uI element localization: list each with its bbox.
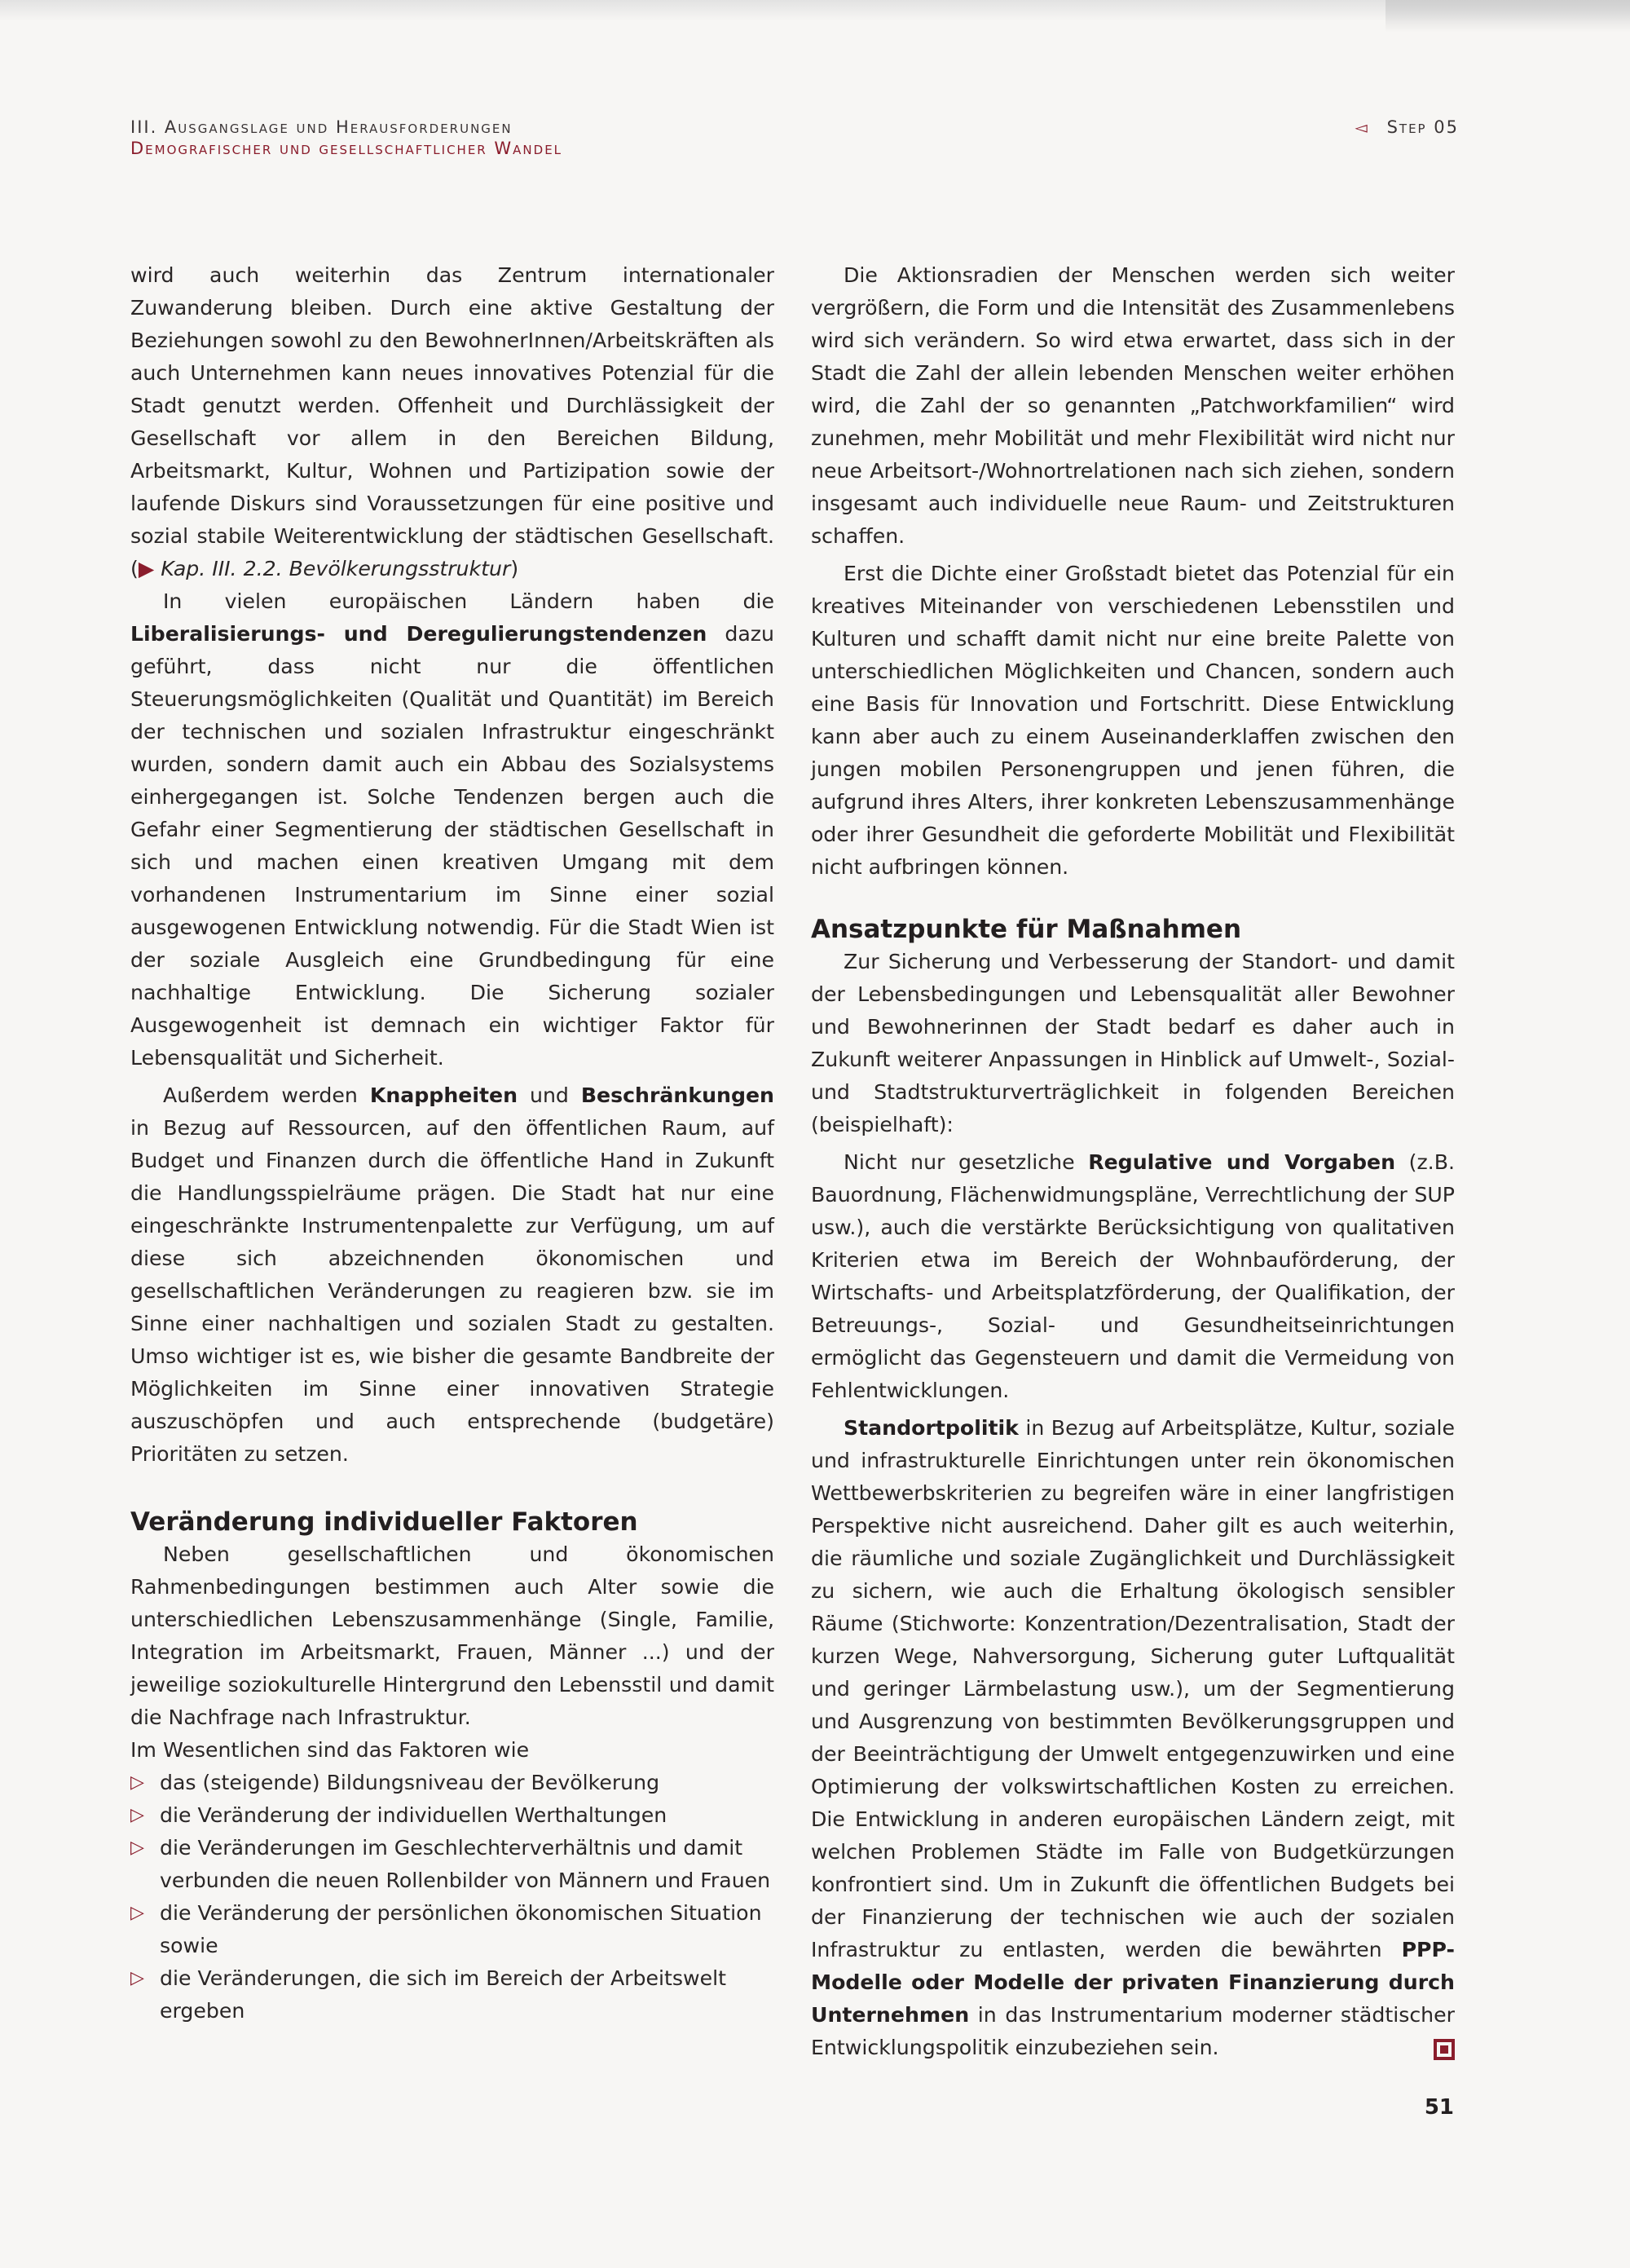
factors-list	[130, 1767, 774, 2028]
list-item: ▷ das (steigende) Bildungsniveau der Bevölkerung	[130, 1767, 774, 1799]
emphasis: Standortpolitik	[844, 1416, 1019, 1440]
step-marker-icon: ◅	[1355, 117, 1369, 137]
paragraph: Neben gesellschaftlichen und ökonomischen Rahmenbedingungen bestimmen auch Alter sowie die unterschiedlichen Lebenszusammenhänge (Single, Familie, Integration im Arbeitsmarkt, Frauen, Männer ...) und der jeweilige soziokulturelle Hintergrund den Lebensstil und damit die Nachfrage nach Infrastruktur.	[130, 1542, 774, 1729]
list-item: ▷ die Veränderung der persönlichen ökonomischen Situation sowie	[130, 1897, 774, 1962]
emphasis: Knappheiten	[369, 1083, 518, 1107]
paragraph: In vielen europäischen Ländern haben die Liberalisierungs- und Deregulierungstendenzen dazu geführt, dass nicht nur die öffentlichen Steuerungsmöglichkeiten (Qualität und Quantität) im Bereich der technischen und sozialen Infrastruktur eingeschränkt wurden, sondern damit auch ein Abbau des Sozialsystems einhergegangen ist. Solche Tendenzen bergen auch die Gefahr einer Segmentierung der städtischen Gesellschaft in sich und machen einen kreativen Umgang mit dem vorhandenen Instrumentarium im Sinne einer sozial ausgewogenen Entwicklung notwendig. Für die Stadt Wien ist der soziale Ausgleich eine Grundbedingung für eine nachhaltige Entwicklung. Die Sicherung sozialer Ausgewogenheit ist demnach ein wichtiger Faktor für Lebensqualität und Sicherheit.	[130, 589, 774, 1070]
bullet-arrow-icon: ▷	[130, 1903, 144, 1923]
chapter-title: III. Ausgangslage und Herausforderungen	[130, 117, 513, 137]
section-heading: Ansatzpunkte für Maßnahmen	[811, 915, 1242, 944]
end-of-article-icon	[1434, 2039, 1455, 2060]
subchapter-title: Demografischer und gesellschaftlicher Wandel	[130, 139, 563, 158]
running-header	[130, 117, 1459, 159]
cross-reference-arrow-icon: ▶	[138, 557, 155, 580]
paragraph: Zur Sicherung und Verbesserung der Standort- und damit der Lebensbedingungen und Lebensqualität aller Bewohner und Bewohnerinnen der Stadt bedarf es daher auch in Zukunft weiterer Anpassungen in Hinblick auf Umwelt-, Sozial- und Stadtstrukturverträglichkeit in folgenden Bereichen (beispielhaft):	[811, 950, 1455, 1136]
paragraph: wird auch weiterhin das Zentrum internationaler Zuwanderung bleiben. Durch eine aktive Gestaltung der Beziehungen sowohl zu den BewohnerInnen/Arbeitskräften als auch Unternehmen kann neues innovatives Potenzial für die Stadt genutzt werden. Offenheit und Durchlässigkeit der Gesellschaft vor allem in den Bereichen Bildung, Arbeitsmarkt, Kultur, Wohnen und Partizipation sowie der laufende Diskurs sind Voraussetzungen für eine positive und sozial stabile Weiterentwicklung der städtischen Gesellschaft. (▶ Kap. III. 2.2. Bevölkerungsstruktur)	[130, 263, 774, 580]
scan-corner-shadow	[1386, 0, 1630, 33]
cross-reference-link[interactable]: Kap. III. 2.2. Bevölkerungsstruktur	[161, 557, 511, 580]
emphasis: Liberalisierungs- und Deregulierungstendenzen	[130, 622, 707, 646]
emphasis: PPP-Modelle oder Modelle der privaten Finanzierung durch Unternehmen	[811, 1938, 1455, 2027]
paragraph: Außerdem werden Knappheiten und Beschränkungen in Bezug auf Ressourcen, auf den öffentlichen Raum, auf Budget und Finanzen durch die öffentliche Hand in Zukunft die Handlungsspielräume prägen. Die Stadt hat nur eine eingeschränkte Instrumentenpalette zur Verfügung, um auf diese sich abzeichnenden ökonomischen und gesellschaftlichen Veränderungen zu reagieren bzw. sie im Sinne einer nachhaltigen und sozialen Stadt zu gestalten. Umso wichtiger ist es, wie bisher die gesamte Bandbreite der Möglichkeiten im Sinne einer innovativen Strategie auszuschöpfen und auch entsprechende (budgetäre) Prioritäten zu setzen.	[130, 1083, 774, 1466]
list-item: ▷ die Veränderung der individuellen Werthaltungen	[130, 1799, 774, 1832]
list-item: ▷ die Veränderungen im Geschlechterverhältnis und damit verbunden die neuen Rollenbilder von Männern und Frauen	[130, 1832, 774, 1897]
paragraph: Die Aktionsradien der Menschen werden sich weiter vergrößern, die Form und die Intensität des Zusammenlebens wird sich verändern. So wird etwa erwartet, dass sich in der Stadt die Zahl der allein lebenden Menschen weiter erhöhen wird, die Zahl der so genannten „Patchworkfamilien“ wird zunehmen, mehr Mobilität und mehr Flexibilität wird nicht nur neue Arbeitsort-/Wohnortrelationen nach sich ziehen, sondern insgesamt auch individuelle neue Raum- und Zeitstrukturen schaffen.	[811, 263, 1455, 548]
step-text: Step 05	[1386, 117, 1459, 137]
paragraph: Standortpolitik in Bezug auf Arbeitsplätze, Kultur, soziale und infrastrukturelle Einrichtungen unter rein ökonomischen Wettbewerbskriterien zu begreifen wäre in einer langfristigen Perspektive nicht ausreichend. Daher gilt es auch weiterhin, die räumliche und soziale Zugänglichkeit und Durchlässigkeit zu sichern, wie auch die Erhaltung ökologisch sensibler Räume (Stichworte: Konzentration/Dezentralisation, Stadt der kurzen Wege, Nahversorgung, Sicherung guter Luftqualität und geringer Lärmbelastung usw.), um der Segmentierung und Ausgrenzung von bestimmten Bevölkerungsgruppen und der Beeinträchtigung der Umwelt entgegenzuwirken und eine Optimierung der volkswirtschaftlichen Kosten zu erreichen. Die Entwicklung in anderen europäischen Ländern zeigt, mit welchen Problemen Städte im Falle von Budgetkürzungen konfrontiert sind. Um in Zukunft die öffentlichen Budgets bei der Finanzierung der technischen wie auch der sozialen Infrastruktur zu entlasten, werden die bewährten PPP-Modelle oder Modelle der privaten Finanzierung durch Unternehmen in das Instrumentarium moderner städtischer Entwicklungspolitik einzubeziehen sein.	[811, 1416, 1455, 2059]
bullet-arrow-icon: ▷	[130, 1805, 144, 1825]
left-column	[130, 259, 774, 2028]
list-item: ▷ die Veränderungen, die sich im Bereich der Arbeitswelt ergeben	[130, 1962, 774, 2028]
page-number: 51	[1424, 2095, 1454, 2120]
paragraph: Erst die Dichte einer Großstadt bietet das Potenzial für ein kreatives Miteinander von verschiedenen Lebensstilen und Kulturen und schafft damit nicht nur eine breite Palette von unterschiedlichen Möglichkeiten und Chancen, sondern auch eine Basis für Innovation und Fortschritt. Diese Entwicklung kann aber auch zu einem Auseinanderklaffen zwischen den jungen mobilen Personengruppen und jenen führen, die aufgrund ihres Alters, ihrer konkreten Lebenszusammenhänge oder ihrer Gesundheit die geforderte Mobilität und Flexibilität nicht aufbringen können.	[811, 562, 1455, 879]
right-column	[811, 259, 1455, 2064]
paragraph: Nicht nur gesetzliche Regulative und Vorgaben (z.B. Bauordnung, Flächenwidmungspläne, Verrechtlichung der SUP usw.), auch die verstärkte Berücksichtigung von qualitativen Kriterien etwa im Bereich der Wohnbauförderung, der Wirtschafts- und Arbeitsplatzförderung, der Qualifikation, der Betreuungs-, Sozial- und Gesundheitseinrichtungen ermöglicht das Gegensteuern und damit die Vermeidung von Fehlentwicklungen.	[811, 1150, 1455, 1402]
section-heading: Veränderung individueller Faktoren	[130, 1507, 638, 1537]
bullet-arrow-icon: ▷	[130, 1838, 144, 1858]
emphasis: Beschränkungen	[580, 1083, 774, 1107]
bullet-arrow-icon: ▷	[130, 1772, 144, 1793]
step-label	[1355, 117, 1459, 138]
emphasis: Regulative und Vorgaben	[1088, 1150, 1396, 1174]
paragraph: Im Wesentlichen sind das Faktoren wie	[130, 1738, 530, 1762]
bullet-arrow-icon: ▷	[130, 1968, 144, 1988]
